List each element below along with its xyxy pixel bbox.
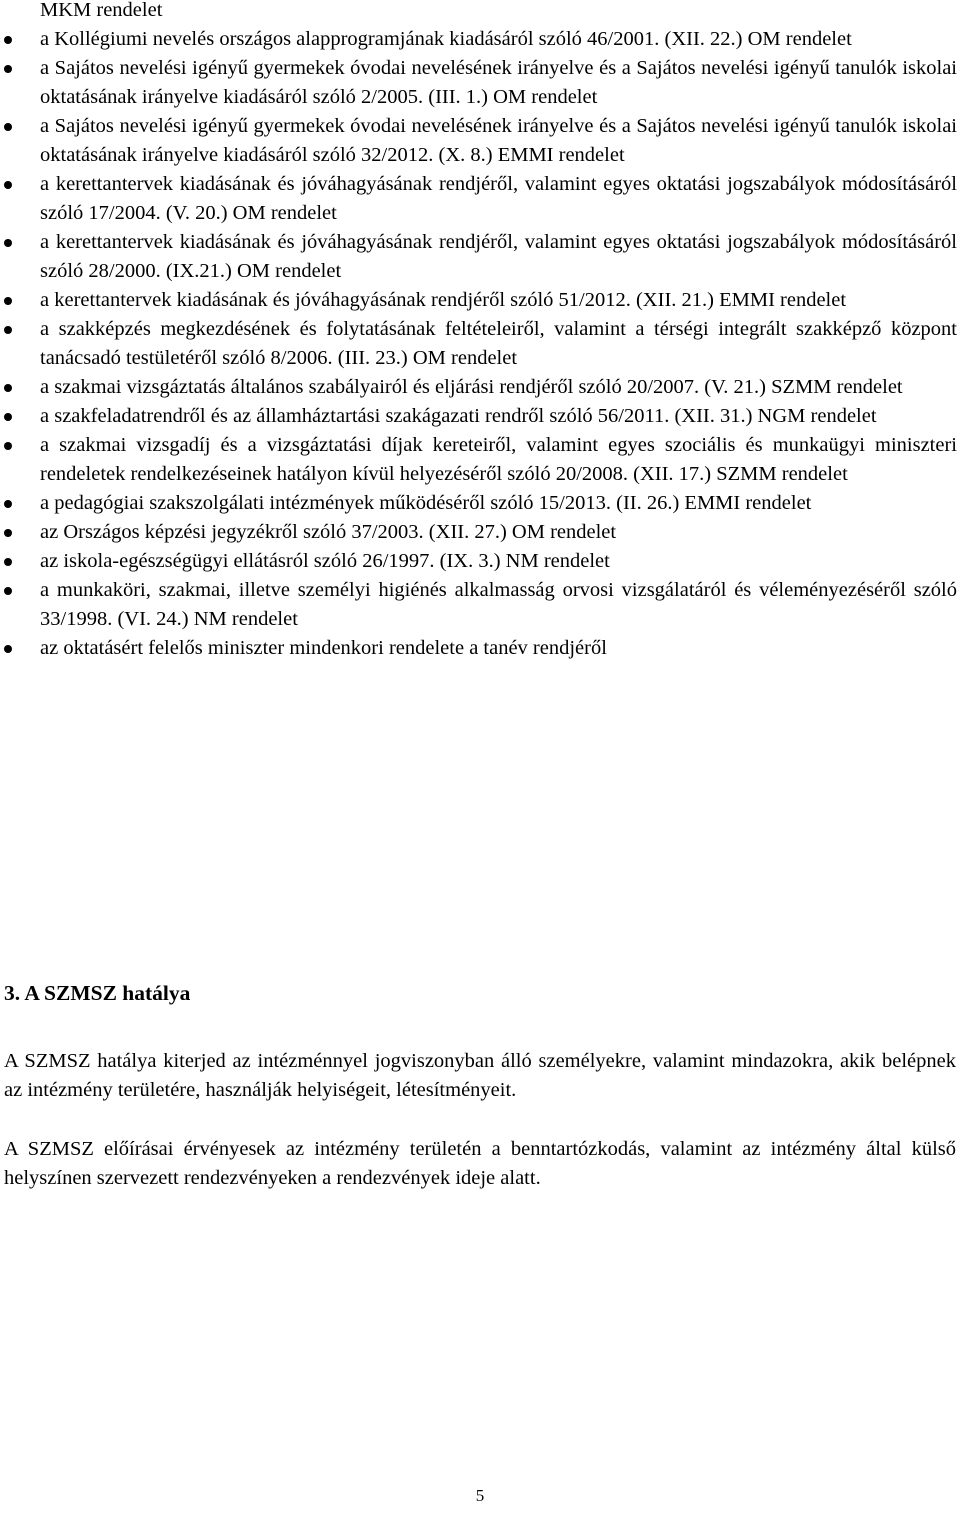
bullet-icon xyxy=(4,558,12,566)
bullet-icon xyxy=(4,297,12,305)
law-text: a kerettantervek kiadásának és jóváhagyásának rendjéről szóló 51/2012. (XII. 21.) EMMI rendelet xyxy=(40,289,847,311)
law-text: az oktatásért felelős miniszter mindenkori rendelete a tanév rendjéről xyxy=(40,637,607,659)
law-item-5 xyxy=(0,228,960,286)
continuation-line: MKM rendelet xyxy=(40,0,163,21)
section-heading: 3. A SZMSZ hatálya xyxy=(4,981,191,1005)
law-item-2 xyxy=(0,54,960,112)
law-text: a szakfeladatrendről és az államháztartási szakágazati rendről szóló 56/2011. (XII. 31.) NGM rendelet xyxy=(40,405,877,427)
bullet-icon xyxy=(4,500,12,508)
law-item-4 xyxy=(0,170,960,228)
law-text: a kerettantervek kiadásának és jóváhagyásának rendjéről, valamint egyes oktatási jogszabályok módosításáról szóló 28/2000. (IX.21.) OM rendelet xyxy=(40,231,957,282)
law-text: a Sajátos nevelési igényű gyermekek óvodai nevelésének irányelve és a Sajátos nevelési igényű tanulók iskolai oktatásának irányelve kiadásáról szóló 32/2012. (X. 8.) EMMI rendelet xyxy=(40,115,957,166)
law-item-10 xyxy=(0,431,960,489)
law-item-3 xyxy=(0,112,960,170)
law-text: az Országos képzési jegyzékről szóló 37/2003. (XII. 27.) OM rendelet xyxy=(40,521,617,543)
law-text: az iskola-egészségügyi ellátásról szóló 26/1997. (IX. 3.) NM rendelet xyxy=(40,550,610,572)
law-item-7 xyxy=(0,315,960,373)
law-item-14 xyxy=(0,576,960,634)
bullet-icon xyxy=(4,65,12,73)
law-list xyxy=(0,25,960,663)
law-item-13 xyxy=(0,547,960,576)
page-number: 5 xyxy=(475,1486,485,1505)
law-text: a Sajátos nevelési igényű gyermekek óvodai nevelésének irányelve és a Sajátos nevelési igényű tanulók iskolai oktatásának irányelve kiadásáról szóló 2/2005. (III. 1.) OM rendelet xyxy=(40,57,957,108)
bullet-icon xyxy=(4,645,12,653)
law-text: a szakképzés megkezdésének és folytatásának feltételeiről, valamint a térségi integrált szakképző központ tanácsadó testületéről szóló 8/2006. (III. 23.) OM rendelet xyxy=(40,318,957,369)
bullet-icon xyxy=(4,529,12,537)
section-paragraph-1: A SZMSZ hatálya kiterjed az intézménnyel jogviszonyban álló személyekre, valamint mindazokra, akik belépnek az intézmény területére, használják helyiségeit, létesítményeit. xyxy=(4,1050,956,1101)
law-text: a szakmai vizsgadíj és a vizsgáztatási díjak kereteiről, valamint egyes szociális és munkaügyi miniszteri rendeletek rendelkezéseinek hatályon kívül helyezéséről szóló 20/2008. (XII. 17.) SZMM rendelet xyxy=(40,434,957,485)
section-paragraph-2: A SZMSZ előírásai érvényesek az intézmény területén a benntartózkodás, valamint az intézmény által külső helyszínen szervezett rendezvényeken a rendezvények ideje alatt. xyxy=(4,1138,956,1189)
bullet-icon xyxy=(4,413,12,421)
bullet-icon xyxy=(4,123,12,131)
law-item-8 xyxy=(0,373,960,402)
bullet-icon xyxy=(4,384,12,392)
law-item-1 xyxy=(0,25,960,54)
law-text: a Kollégiumi nevelés országos alapprogramjának kiadásáról szóló 46/2001. (XII. 22.) OM rendelet xyxy=(40,28,852,50)
law-item-9 xyxy=(0,402,960,431)
law-text: a szakmai vizsgáztatás általános szabályairól és eljárási rendjéről szóló 20/2007. (V. 21.) SZMM rendelet xyxy=(40,376,903,398)
law-text: a kerettantervek kiadásának és jóváhagyásának rendjéről, valamint egyes oktatási jogszabályok módosításáról szóló 17/2004. (V. 20.) OM rendelet xyxy=(40,173,957,224)
law-item-6 xyxy=(0,286,960,315)
bullet-icon xyxy=(4,36,12,44)
law-item-15 xyxy=(0,634,960,663)
law-item-12 xyxy=(0,518,960,547)
bullet-icon xyxy=(4,181,12,189)
law-item-11 xyxy=(0,489,960,518)
bullet-icon xyxy=(4,442,12,450)
bullet-icon xyxy=(4,239,12,247)
bullet-icon xyxy=(4,326,12,334)
law-text: a munkaköri, szakmai, illetve személyi higiénés alkalmasság orvosi vizsgálatáról és véleményezéséről szóló 33/1998. (VI. 24.) NM rendelet xyxy=(40,579,957,630)
bullet-icon xyxy=(4,587,12,595)
law-text: a pedagógiai szakszolgálati intézmények működéséről szóló 15/2013. (II. 26.) EMMI rendelet xyxy=(40,492,812,514)
